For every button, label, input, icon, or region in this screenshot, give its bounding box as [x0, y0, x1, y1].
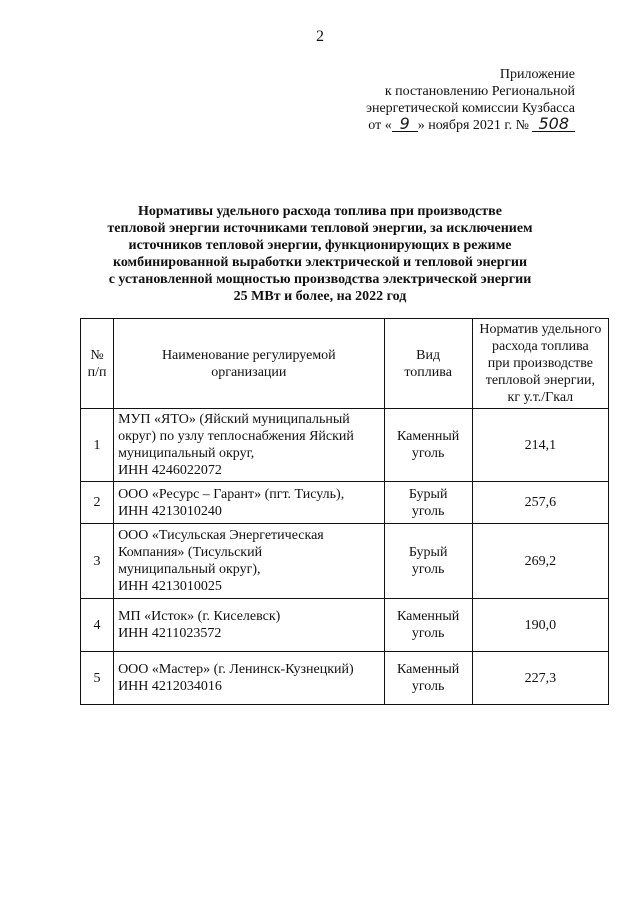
title-line: Нормативы удельного расхода топлива при производстве: [138, 204, 502, 219]
table-header-row: [81, 319, 609, 409]
handwritten-number: 508: [532, 117, 575, 132]
row-fuel: Каменный уголь: [384, 409, 472, 482]
row-value: 227,3: [472, 652, 608, 705]
norms-table: [80, 318, 609, 705]
row-value: 269,2: [472, 524, 608, 599]
row-fuel: Бурый уголь: [384, 482, 472, 524]
row-value: 257,6: [472, 482, 608, 524]
handwritten-day: 9: [392, 117, 418, 132]
row-org: ООО «Тисульская Энергетическая Компания» (Тисульский муниципальный округ), ИНН 4213010025: [114, 524, 385, 599]
header-num: № п/п: [81, 319, 114, 409]
row-num: 1: [81, 409, 114, 482]
appendix-line: к постановлению Региональной: [384, 84, 575, 99]
table-row: [81, 599, 609, 652]
appendix-date-line: [335, 114, 575, 134]
row-fuel: Бурый уголь: [384, 524, 472, 599]
row-fuel: Каменный уголь: [384, 652, 472, 705]
appendix-line: Приложение: [499, 67, 575, 82]
row-value: 190,0: [472, 599, 608, 652]
table-row: [81, 482, 609, 524]
row-org: МУП «ЯТО» (Яйский муниципальный округ) по узлу теплоснабжения Яйский муниципальный округ, ИНН 4246022072: [114, 409, 385, 482]
title-line: комбинированной выработки электрической и тепловой энергии: [112, 255, 528, 270]
table-row: [81, 409, 609, 482]
row-num: 5: [81, 652, 114, 705]
title-line: с установленной мощностью производства электрической энергии: [108, 272, 532, 287]
appendix-line: энергетической комиссии Кузбасса: [365, 101, 575, 116]
row-num: 2: [81, 482, 114, 524]
table-row: [81, 652, 609, 705]
title-line: тепловой энергии источниками тепловой энергии, за исключением: [107, 221, 533, 236]
date-middle: » ноября 2021 г. №: [417, 118, 529, 133]
row-num: 4: [81, 599, 114, 652]
row-value: 214,1: [472, 409, 608, 482]
title-line: источников тепловой энергии, функционирующих в режиме: [128, 238, 512, 253]
title-line: 25 МВт и более, на 2022 год: [233, 289, 407, 304]
row-num: 3: [81, 524, 114, 599]
table-row: [81, 524, 609, 599]
document-title: [0, 203, 640, 305]
header-value: Норматив удельного расхода топлива при производстве тепловой энергии, кг у.т./Гкал: [472, 319, 608, 409]
row-fuel: Каменный уголь: [384, 599, 472, 652]
date-prefix: от «: [368, 118, 392, 133]
row-org: МП «Исток» (г. Киселевск) ИНН 4211023572: [114, 599, 385, 652]
appendix-block: [335, 66, 575, 134]
row-org: ООО «Мастер» (г. Ленинск-Кузнецкий) ИНН 4212034016: [114, 652, 385, 705]
header-org: Наименование регулируемой организации: [114, 319, 385, 409]
row-org: ООО «Ресурс – Гарант» (пгт. Тисуль), ИНН 4213010240: [114, 482, 385, 524]
page-number: 2: [316, 28, 324, 45]
header-fuel: Вид топлива: [384, 319, 472, 409]
